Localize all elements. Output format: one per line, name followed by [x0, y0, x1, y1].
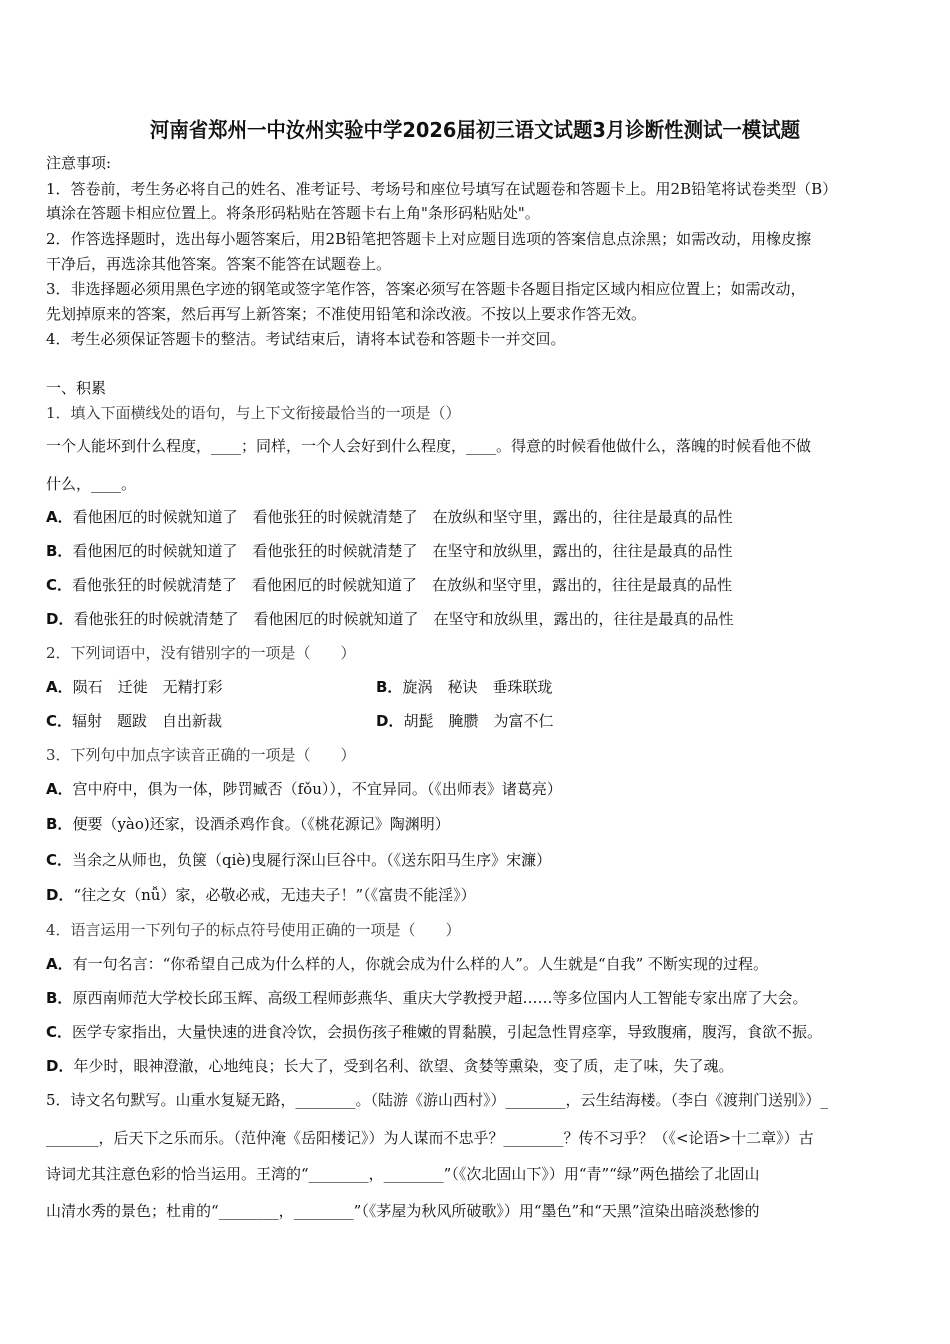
option-label: D． — [46, 886, 74, 904]
option-text: 辐射 题跋 自出新裁 — [72, 712, 223, 730]
question-1-text: 什么，____。 — [46, 475, 137, 493]
option-text: 宫中府中，俱为一体，陟罚臧否（fǒu）），不宜异同。（《出师表》诸葛亮） — [72, 780, 562, 798]
option-label: B． — [46, 989, 73, 1007]
question-1-option-a — [46, 506, 733, 527]
question-1-stem: 1．填入下面横线处的语句，与上下文衔接最恰当的一项是（） — [46, 404, 461, 422]
option-text: 当余之从师也，负箧（qiè)曳屣行深山巨谷中。（《送东阳马生序》宋濂） — [72, 851, 552, 869]
option-text: 年少时，眼神澄澈，心地纯良；长大了，受到名利、欲望、贪婪等熏染，变了质，走了味，失了魂。 — [73, 1057, 734, 1075]
option-text: 看他困厄的时候就知道了 看他张狂的时候就清楚了 在坚守和放纵里，露出的，往往是最真的品性 — [72, 542, 733, 560]
question-3-option-d — [46, 884, 476, 905]
option-text: 旋涡 秘诀 垂珠联珑 — [402, 678, 553, 696]
option-label: D． — [46, 610, 74, 628]
question-4-option-b — [46, 987, 807, 1008]
option-label: D． — [376, 712, 404, 730]
option-label: B． — [376, 678, 403, 696]
option-text: 看他张狂的时候就清楚了 看他困厄的时候就知道了 在坚守和放纵里，露出的，往往是最真的品性 — [73, 610, 734, 628]
question-5-text: 5．诗文名句默写。山重水复疑无路，________。（陆游《游山西村》）________，云生结海楼。（李白《渡荆门送别》）_ — [46, 1091, 829, 1109]
question-3-stem: 3．下列句中加点字读音正确的一项是（ ） — [46, 746, 356, 764]
option-text: 看他张狂的时候就清楚了 看他困厄的时候就知道了 在放纵和坚守里，露出的，往往是最真的品性 — [72, 576, 733, 594]
question-4-option-a — [46, 953, 768, 974]
question-4-option-d — [46, 1055, 733, 1076]
option-label: C． — [46, 851, 73, 869]
option-label: C． — [46, 576, 73, 594]
question-4-stem: 4．语言运用一下列句子的标点符号使用正确的一项是（ ） — [46, 921, 461, 939]
option-text: 医学专家指出，大量快速的进食冷饮，会损伤孩子稚嫩的胃黏膜，引起急性胃痉挛，导致腹痛，腹泻，食欲不振。 — [72, 1023, 823, 1041]
question-2-option-c — [46, 710, 222, 731]
page-title: 河南省郑州一中汝州实验中学2026届初三语文试题3月诊断性测试一模试题 — [149, 118, 801, 142]
notice-line: 1．答卷前，考生务必将自己的姓名、准考证号、考场号和座位号填写在试题卷和答题卡上。用2B铅笔将试卷类型（B） — [46, 180, 838, 198]
question-1-text: 一个人能坏到什么程度，____；同样，一个人会好到什么程度，____。得意的时候看他做什么，落魄的时候看他不做 — [46, 437, 812, 455]
question-2-option-a — [46, 676, 223, 697]
option-label: A． — [46, 780, 73, 798]
question-3-option-b — [46, 813, 450, 834]
option-label: C． — [46, 712, 73, 730]
question-2-option-d — [376, 710, 553, 731]
option-text: “往之女（nǚ）家，必敬必戒，无违夫子！”（《富贵不能淫》） — [73, 886, 476, 904]
option-text: 胡髭 腌臜 为富不仁 — [403, 712, 554, 730]
question-1-option-c — [46, 574, 732, 595]
question-2-option-b — [376, 676, 552, 697]
option-label: A． — [46, 678, 73, 696]
section-heading: 一、积累 — [46, 379, 107, 397]
notice-line: 3．非选择题必须用黑色字迹的钢笔或签字笔作答，答案必须写在答题卡各题目指定区域内相应位置上；如需改动， — [46, 280, 806, 298]
option-label: B． — [46, 815, 73, 833]
question-5-text: 诗词尤其注意色彩的恰当运用。王湾的“________，________”（《次北固山下》）用“青”“绿”两色描绘了北固山 — [46, 1165, 760, 1183]
question-4-option-c — [46, 1021, 822, 1042]
notice-line: 先划掉原来的答案，然后再写上新答案；不准使用铅笔和涂改液。不按以上要求作答无效。 — [46, 305, 647, 323]
question-1-option-d — [46, 608, 733, 629]
notice-heading: 注意事项: — [46, 154, 112, 172]
notice-line: 4．考生必须保证答题卡的整洁。考试结束后，请将本试卷和答题卡一并交回。 — [46, 330, 566, 348]
notice-line: 干净后，再选涂其他答案。答案不能答在试题卷上。 — [46, 255, 392, 273]
question-5-text: 山清水秀的景色；杜甫的“________，________”（《茅屋为秋风所破歌》）用“墨色”和“天黑”渲染出暗淡愁惨的 — [46, 1202, 760, 1220]
notice-line: 填涂在答题卡相应位置上。将条形码粘贴在答题卡右上角"条形码粘贴处"。 — [46, 204, 540, 222]
question-5-text: _______，后天下之乐而乐。（范仲淹《岳阳楼记》）为人谋而不忠乎？________？传不习乎？（《<论语>十二章》）古 — [46, 1129, 814, 1147]
option-label: B． — [46, 542, 73, 560]
option-text: 有一句名言：“你希望自己成为什么样的人，你就会成为什么样的人”。人生就是“自我” 不断实现的过程。 — [72, 955, 769, 973]
question-3-option-a — [46, 778, 562, 799]
question-1-option-b — [46, 540, 732, 561]
option-label: D． — [46, 1057, 74, 1075]
option-text: 看他困厄的时候就知道了 看他张狂的时候就清楚了 在放纵和坚守里，露出的，往往是最真的品性 — [72, 508, 733, 526]
option-text: 原西南师范大学校长邱玉辉、高级工程师彭燕华、重庆大学教授尹超……等多位国内人工智能专家出席了大会。 — [72, 989, 808, 1007]
question-3-option-c — [46, 849, 551, 870]
question-2-stem: 2．下列词语中，没有错别字的一项是（ ） — [46, 644, 356, 662]
option-label: C． — [46, 1023, 73, 1041]
option-label: A． — [46, 508, 73, 526]
option-text: 便要（yào)还家，设酒杀鸡作食。（《桃花源记》陶渊明） — [72, 815, 450, 833]
option-label: A． — [46, 955, 73, 973]
notice-line: 2．作答选择题时，选出每小题答案后，用2B铅笔把答题卡上对应题目选项的答案信息点涂黑；如需改动，用橡皮擦 — [46, 230, 812, 248]
option-text: 陨石 迁徙 无精打彩 — [72, 678, 223, 696]
